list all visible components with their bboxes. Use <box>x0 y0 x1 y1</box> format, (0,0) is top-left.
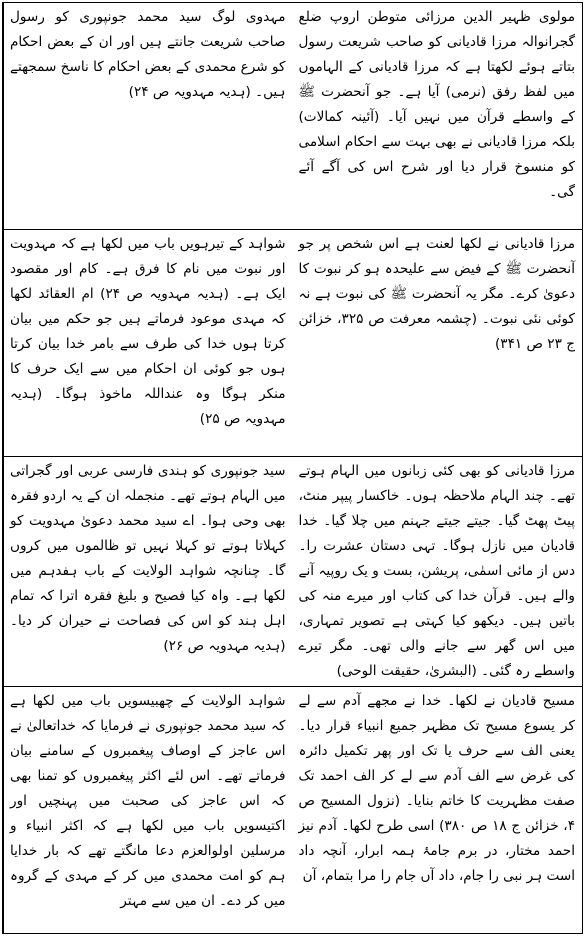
mahdavi-claim-text: شواہد الولایت کے چھبیسویں باب میں لکھا ہے کہ سید محمد جونپوری نے فرمایا کہ خداتعالیٰ نے اس عاجز کے اوصاف پیغمبروں کے سامنے بیان فرماتے تھے۔ اس لئے اکثر پیغمبروں کو تمنا بھی کہ اس عاجز کی صحبت میں پہنچیں اور اکتیسویں باب میں لکھا ہے کہ اکثر انبیاء و مرسلین اولوالعزم دعا مانگتے تھے کہ بار خدایا ہم کو امت محمدی میں کر کے مہدی کے گروہ میں کر دے۔ ان میں سے مہتر <box>10 693 286 909</box>
mahdavi-claim-text: سید جونپوری کو ہندی فارسی عربی اور گجراتی میں الہام ہوتے تھے۔ منجملہ ان کے یہ اردو فقرہ بھی وحی ہوا۔ اے سید محمد دعویٰ مہدویت کو کہلاتا ہوتے تو کہلا نہیں تو ظالموں میں کروں گا۔ چنانچہ شواہد الولایت کے باب ہفدہم میں لکھا ہے۔ واہ کیا فصیح و بلیغ فقرہ اترا کہ تمام اہل ہند کو اس کی فصاحت نے حیران کر دیا۔ (ہدیہ مہدویہ ص ۲۶) <box>10 463 286 654</box>
comparison-table <box>2 2 583 934</box>
mirza-claim-cell <box>293 457 583 686</box>
mirza-claim-cell <box>293 3 583 229</box>
mahdavi-claim-cell <box>3 687 293 933</box>
mirza-claim-cell <box>293 230 583 456</box>
mahdavi-claim-cell <box>3 457 293 686</box>
mirza-claim-cell <box>293 687 583 933</box>
mirza-claim-text: مسیح قادیان نے لکھا۔ خدا نے مجھے آدم سے لے کر یسوع مسیح تک مظہر جمیع انبیاء قرار دیا۔ یعنی الف سے حرف یا تک اور پھر تکمیل دائرہ کی غرض سے الف آدم سے لے کر الف احمد تک صفت مظہریت کا خاتم بنایا۔ (نزول المسیح ص ۴، خزائن ج ۱۸ ص ۳۸۰) اسی طرح لکھا۔ آدم نیز احمد مختار، در برم جامۂ ہمہ ابرار، آنچہ داد است ہر نبی را جام، داد آں جام را مرا بتمام، آن <box>298 693 576 884</box>
mahdavi-claim-cell <box>3 230 293 456</box>
mirza-claim-text: مرزا قادیانی نے لکھا لعنت ہے اس شخص پر جو آنحضرت ﷺ کے فیض سے علیحدہ ہو کر نبوت کا دعویٰ کرے۔ مگر یہ آنحضرت ﷺ کی نبوت ہے نہ کوئی نئی نبوت۔ (چشمہ معرفت ص ۳۲۵، خزائن ج ۲۳ ص ۳۴۱) <box>298 236 575 352</box>
table-row <box>3 3 582 230</box>
table-row <box>3 687 582 933</box>
mirza-claim-text: مرزا قادیانی کو بھی کئی زبانوں میں الہام ہوتے تھے۔ چند الہام ملاحظہ ہوں۔ خاکسار پیپر منٹ، پیٹ پھٹ گیا۔ جیتے جیتے جہنم میں چلا گیا۔ خدا قادیان میں نازل ہوگا۔ تہی دستان عشرت را۔ دس از مائی اسمٰی، پریشن، بست و یک روپیہ آنے والے ہیں۔ قرآن خدا کی کتاب اور میرے منہ کی باتیں ہیں۔ دیکھو کیا کہتی ہے تصویر تمہاری، میں اس گھر سے جانے والی تھی۔ مگر تیرے واسطے رہ گئی۔ (البشریٰ، حقیقت الوحی) <box>298 463 575 679</box>
table-row <box>3 230 582 457</box>
table-row <box>3 457 582 687</box>
mahdavi-claim-text: شواہد کے تیرہویں باب میں لکھا ہے کہ مہدویت اور نبوت میں نام کا فرق ہے۔ کام اور مقصود ایک ہے۔ (ہدیہ مہدویہ ص ۲۴) ام العقائد لکھا کہ مہدی موعود فرماتے ہیں جو حکم میں بیان کرتا ہوں خدا کی طرف سے بامر خدا بیان کرتا ہوں جو کوئی ان احکام میں سے ایک حرف کا منکر ہوگا وہ عنداللہ ماخوذ ہوگا۔ (ہدیہ مہدویہ ص ۲۵) <box>10 236 286 427</box>
mirza-claim-text: مولوی ظہیر الدین مرزائی متوطن اروپ ضلع گجرانوالہ مرزا قادیانی کو صاحب شریعت رسول بتاتے ہوئے لکھتا ہے کہ مرزا قادیانی کے الہاموں میں لفظ رفق (نرمی) آیا ہے۔ جو آنحضرت ﷺ کے واسطے قرآن میں نہیں آیا۔ (آئینہ کمالات) بلکہ مرزا قادیانی نے بھی بہت سے احکام اسلامی کو منسوخ قرار دیا اور شرح اس کی آگے آئے گی۔ <box>298 9 575 200</box>
mahdavi-claim-text: مہدوی لوگ سید محمد جونپوری کو رسول صاحب شریعت جانتے ہیں اور ان کے بعض احکام کو شرع محمدی کے بعض احکام کا ناسخ سمجھتے ہیں۔ (ہدیہ مہدویہ ص ۲۴) <box>10 9 286 100</box>
mahdavi-claim-cell <box>3 3 293 229</box>
